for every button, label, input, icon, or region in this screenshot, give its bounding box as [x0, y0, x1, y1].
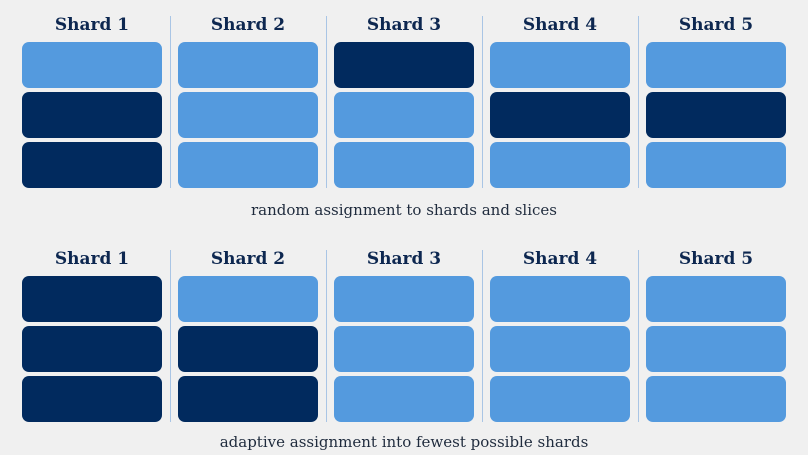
slice-slot — [490, 92, 630, 138]
column-divider — [170, 16, 171, 188]
slice-slot — [22, 326, 162, 372]
slice-slot — [22, 42, 162, 88]
column-divider — [638, 16, 639, 188]
slice-slot — [490, 276, 630, 322]
slice-slot — [178, 276, 318, 322]
slice-slot — [334, 376, 474, 422]
shard-column — [334, 234, 474, 424]
slice-slot — [646, 376, 786, 422]
shard-column — [646, 0, 786, 190]
diagram-caption: adaptive assignment into fewest possible shards — [219, 433, 589, 451]
shard-title: Shard 4 — [522, 15, 598, 35]
slice-slot — [334, 326, 474, 372]
shard-title: Shard 2 — [210, 249, 286, 269]
slice-slot — [178, 42, 318, 88]
column-divider — [170, 250, 171, 422]
slice-slot — [22, 142, 162, 188]
shard-title: Shard 4 — [522, 249, 598, 269]
shard-column — [334, 0, 474, 190]
slice-slot — [178, 142, 318, 188]
shard-column — [490, 0, 630, 190]
slice-slot — [646, 42, 786, 88]
slice-slot — [334, 92, 474, 138]
shard-column — [178, 234, 318, 424]
slice-slot — [178, 376, 318, 422]
slice-slot — [334, 142, 474, 188]
slice-slot — [22, 92, 162, 138]
shard-title: Shard 2 — [210, 15, 286, 35]
slice-slot — [334, 42, 474, 88]
slice-slot — [22, 276, 162, 322]
slice-slot — [646, 92, 786, 138]
slice-slot — [646, 326, 786, 372]
slice-slot — [646, 276, 786, 322]
slice-slot — [178, 92, 318, 138]
slice-slot — [334, 276, 474, 322]
slice-slot — [22, 376, 162, 422]
shard-title: Shard 5 — [678, 15, 754, 35]
slice-slot — [178, 326, 318, 372]
shard-title: Shard 1 — [54, 15, 130, 35]
column-divider — [482, 16, 483, 188]
slice-slot — [646, 142, 786, 188]
slice-slot — [490, 376, 630, 422]
shard-title: Shard 1 — [54, 249, 130, 269]
shard-column — [490, 234, 630, 424]
shard-column — [646, 234, 786, 424]
slice-slot — [490, 42, 630, 88]
column-divider — [326, 16, 327, 188]
slice-slot — [490, 326, 630, 372]
column-divider — [638, 250, 639, 422]
shard-title: Shard 3 — [366, 15, 442, 35]
diagram-caption: random assignment to shards and slices — [251, 201, 557, 219]
column-divider — [482, 250, 483, 422]
shard-column — [22, 234, 162, 424]
slice-slot — [490, 142, 630, 188]
shard-column — [22, 0, 162, 190]
column-divider — [326, 250, 327, 422]
shard-title: Shard 5 — [678, 249, 754, 269]
shard-title: Shard 3 — [366, 249, 442, 269]
shard-column — [178, 0, 318, 190]
